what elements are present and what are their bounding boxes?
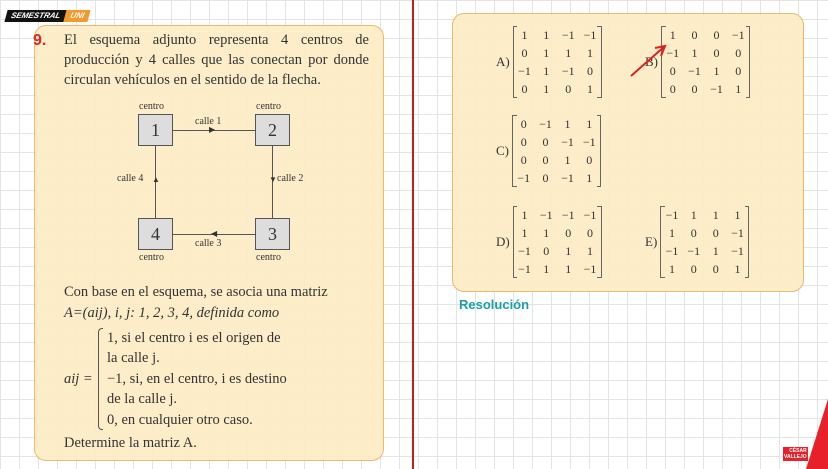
matrix-cell: 1: [734, 261, 741, 276]
matrix-cell: 1: [712, 207, 719, 222]
logo-shape: [806, 399, 828, 469]
arrow-down-icon: ▼: [269, 175, 277, 184]
matrix-cell: 1: [586, 243, 593, 258]
matrix-cell: −1: [688, 63, 701, 78]
matrix-cell: −1: [539, 207, 553, 222]
matrix-cell: 0: [520, 134, 527, 149]
case-line: −1, si, en el centro, i es destino: [107, 371, 287, 387]
matrix: [512, 115, 601, 187]
matrix-cell: −1: [583, 207, 597, 222]
option-e[interactable]: [645, 206, 749, 278]
matrix-cell: 0: [521, 81, 528, 96]
matrix: [661, 26, 750, 98]
matrix-cell: 1: [565, 261, 572, 276]
tag-label: UNI: [64, 10, 91, 22]
matrix-cell: 1: [712, 243, 719, 258]
matrix-cell: 1: [543, 27, 550, 42]
option-c[interactable]: [496, 115, 601, 187]
matrix-cell: 0: [691, 81, 698, 96]
matrix-cell: −1: [539, 116, 552, 131]
option-label: A): [496, 54, 510, 69]
matrix: [513, 206, 602, 278]
matrix-cell: 0: [690, 225, 697, 240]
matrix-cell: 0: [669, 81, 676, 96]
matrix-cell: 0: [669, 63, 676, 78]
matrix-cell: 1: [690, 207, 697, 222]
street-2-label: calle 2: [277, 173, 304, 184]
text-matrix-intro: Con base en el esquema, se asocia una matriz: [64, 284, 328, 300]
matrix-cell: 0: [542, 170, 549, 185]
matrix-row: [661, 260, 749, 278]
centro-label: centro: [256, 252, 281, 263]
centro-label: centro: [256, 101, 281, 112]
matrix-cell: −1: [561, 170, 574, 185]
options-card: [452, 13, 804, 292]
matrix-cell: 1: [565, 243, 572, 258]
matrix-cell: 1: [586, 116, 593, 131]
matrix-cell: 1: [669, 27, 676, 42]
arrow-left-icon: ◀: [211, 229, 218, 238]
matrix-row: [661, 224, 749, 242]
matrix-cell: −1: [666, 45, 680, 60]
matrix-cell: 0: [543, 243, 550, 258]
street-1-label: calle 1: [195, 116, 222, 127]
matrix-cell: 0: [735, 63, 742, 78]
matrix-cell: 0: [690, 261, 697, 276]
problem-card: [34, 25, 384, 461]
matrix-cell: 1: [521, 27, 528, 42]
matrix-cell: 0: [542, 152, 549, 167]
option-label: C): [496, 143, 509, 158]
matrix-cell: −1: [731, 27, 745, 42]
arrow-up-icon: ▲: [152, 175, 160, 184]
matrix-cell: −1: [518, 243, 531, 258]
brace: [98, 328, 103, 430]
case-line: 1, si el centro i es el origen de: [107, 330, 281, 346]
matrix-cell: −1: [561, 63, 575, 78]
problem-number: 9.: [33, 32, 47, 49]
matrix-cell: 0: [713, 27, 720, 42]
matrix-cell: 1: [586, 170, 593, 185]
matrix-cell: −1: [665, 243, 679, 258]
matrix: [513, 26, 602, 98]
node-4: 4: [138, 218, 173, 250]
option-label: E): [645, 234, 658, 249]
matrix-row: [513, 206, 601, 224]
aij-label: aij =: [64, 371, 93, 387]
matrix-cell: 1: [734, 207, 741, 222]
matrix-row: [513, 224, 601, 242]
question: Determine la matriz A.: [64, 435, 197, 451]
matrix-cell: 1: [669, 225, 676, 240]
matrix-cell: −1: [583, 261, 597, 276]
matrix-cell: −1: [517, 170, 531, 185]
matrix-cell: 1: [543, 45, 550, 60]
matrix-row: [513, 62, 601, 80]
matrix-cell: −1: [665, 207, 679, 222]
section-header: [4, 10, 90, 22]
matrix-row: [513, 151, 601, 169]
matrix-cell: −1: [582, 134, 596, 149]
option-d[interactable]: [496, 206, 602, 278]
node-1: 1: [138, 114, 173, 146]
matrix-cell: 1: [586, 45, 593, 60]
matrix-row: [662, 80, 750, 98]
matrix-row: [513, 242, 601, 260]
matrix-row: [513, 133, 601, 151]
red-pen-arrow-icon: [629, 42, 669, 78]
matrix-cell: 0: [712, 225, 719, 240]
matrix-row: [513, 80, 601, 98]
matrix-row: [662, 26, 750, 44]
matrix-cell: −1: [583, 27, 597, 42]
option-label: D): [496, 234, 510, 249]
matrix-cell: −1: [687, 243, 701, 258]
matrix-cell: 0: [521, 45, 528, 60]
matrix-cell: 1: [521, 207, 528, 222]
matrix-row: [513, 44, 601, 62]
matrix-row: [513, 169, 601, 187]
matrix-cell: 1: [669, 261, 676, 276]
matrix-cell: 0: [712, 261, 719, 276]
matrix-cell: 0: [586, 152, 593, 167]
matrix: [660, 206, 749, 278]
matrix-cell: 0: [520, 116, 527, 131]
matrix-cell: 0: [586, 225, 593, 240]
case-line: de la calle j.: [107, 391, 178, 407]
matrix-cell: 0: [565, 225, 572, 240]
matrix-cell: −1: [561, 134, 574, 149]
matrix-row: [513, 26, 601, 44]
logo: CÉSAR VALLEJO: [784, 448, 807, 460]
matrix-cell: 0: [542, 134, 549, 149]
matrix-cell: 1: [713, 63, 720, 78]
street-4-label: calle 4: [117, 173, 144, 184]
series-label: SEMESTRAL: [4, 10, 67, 22]
node-3: 3: [255, 218, 290, 250]
option-label: B): [645, 54, 658, 69]
matrix-cell: 1: [543, 225, 550, 240]
matrix-cell: 1: [564, 116, 571, 131]
matrix-row: [513, 260, 601, 278]
matrix-cell: −1: [731, 243, 744, 258]
matrix-cell: 0: [565, 81, 572, 96]
street-3-label: calle 3: [195, 238, 222, 249]
matrix-cell: −1: [731, 225, 744, 240]
matrix-row: [513, 115, 601, 133]
matrix-cell: 0: [586, 63, 593, 78]
matrix-row: [661, 242, 749, 260]
matrix-cell: 0: [520, 152, 527, 167]
case-line: la calle j.: [107, 350, 160, 366]
centro-label: centro: [139, 252, 164, 263]
matrix-cell: −1: [561, 27, 575, 42]
node-2: 2: [255, 114, 290, 146]
matrix-row: [661, 206, 749, 224]
case-line: 0, en cualquier otro caso.: [107, 412, 253, 428]
text-matrix-def: A=(aij), i, j: 1, 2, 3, 4, definida como: [64, 305, 280, 321]
matrix-cell: −1: [561, 207, 575, 222]
matrix-cell: 1: [521, 225, 528, 240]
matrix-cell: −1: [710, 81, 723, 96]
page-divider: [412, 0, 414, 469]
matrix-cell: 1: [543, 261, 550, 276]
matrix-cell: 0: [735, 45, 742, 60]
problem-statement: El esquema adjunto representa 4 centros de producción y 4 calles que las conectan por donde circulan vehículos en el sentido de la flecha.: [64, 32, 369, 88]
matrix-cell: 1: [735, 81, 742, 96]
matrix-row: [662, 62, 750, 80]
matrix-cell: 0: [713, 45, 720, 60]
matrix-cell: 1: [586, 81, 593, 96]
matrix-cell: 1: [565, 45, 572, 60]
centro-label: centro: [139, 101, 164, 112]
matrix-cell: 0: [691, 27, 698, 42]
matrix-cell: 1: [564, 152, 571, 167]
matrix-row: [662, 44, 750, 62]
matrix-cell: 1: [691, 45, 698, 60]
resolution-title: Resolución: [459, 297, 530, 312]
matrix-cell: −1: [518, 261, 531, 276]
matrix-cell: 1: [543, 63, 550, 78]
matrix-cell: −1: [518, 63, 531, 78]
matrix-cell: 1: [543, 81, 550, 96]
option-a[interactable]: [496, 26, 602, 98]
arrow-right-icon: ▶: [209, 125, 216, 134]
